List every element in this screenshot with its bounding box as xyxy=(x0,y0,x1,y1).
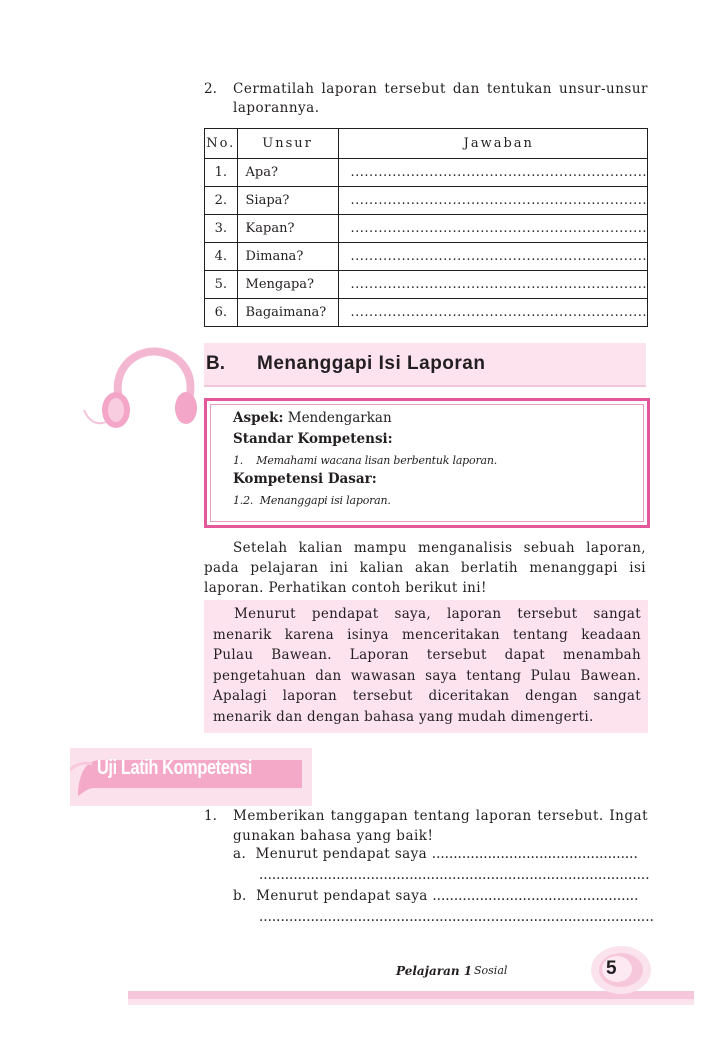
standar-text: Memahami wacana lisan berbentuk laporan. xyxy=(256,454,498,467)
row-no: 3. xyxy=(205,215,238,243)
answer-blank[interactable]: ................................................ xyxy=(431,846,638,862)
example-box xyxy=(204,600,648,733)
item-letter: a. xyxy=(233,846,247,862)
lesson-label: Pelajaran 1 xyxy=(396,964,473,978)
standar-num: 1. xyxy=(233,454,244,467)
aspek-value: Mendengarkan xyxy=(287,410,392,426)
footer-lesson xyxy=(396,964,472,978)
row-jawaban[interactable]: ................................................................ xyxy=(338,271,647,299)
question-number: 1. xyxy=(204,808,217,824)
row-unsur: Dimana? xyxy=(237,243,338,271)
row-no: 5. xyxy=(205,271,238,299)
row-no: 1. xyxy=(205,159,238,187)
row-unsur: Kapan? xyxy=(237,215,338,243)
row-unsur: Mengapa? xyxy=(237,271,338,299)
dasar-text: Menanggapi isi laporan. xyxy=(259,494,391,507)
row-no: 4. xyxy=(205,243,238,271)
question-text: Cermatilah laporan tersebut dan tentukan unsur-unsur laporannya. xyxy=(233,81,648,116)
item-text: Menurut pendapat saya xyxy=(255,846,428,862)
dasar-num: 1.2. xyxy=(233,494,254,507)
section-header xyxy=(204,343,646,387)
section-title: Menanggapi Isi Laporan xyxy=(257,353,486,374)
dasar-item xyxy=(233,494,391,507)
headphones-icon xyxy=(80,340,198,430)
page-number-badge xyxy=(585,940,663,996)
row-unsur: Bagaimana? xyxy=(237,299,338,327)
table-row xyxy=(205,243,648,271)
footer-subject: Sosial xyxy=(474,964,508,977)
row-jawaban[interactable]: ................................................................ xyxy=(338,187,647,215)
table-header-row xyxy=(205,129,648,159)
table-row xyxy=(205,299,648,327)
aspek-line xyxy=(233,410,392,426)
answer-blank[interactable]: ........................................................................................... xyxy=(259,867,650,883)
row-jawaban[interactable]: ................................................................ xyxy=(338,159,647,187)
example-paragraph: Menurut pendapat saya, laporan tersebut sangat menarik karena isinya menceritakan tentang keadaan Pulau Bawean. Laporan tersebut dapat menambah pengetahuan dan wawasan saya tentang Pulau Bawean. Apalagi laporan tersebut diceritakan dengan sangat menarik dan dengan bahasa yang mudah dimengerti. xyxy=(213,606,641,725)
table-row xyxy=(205,271,648,299)
unsur-table xyxy=(204,128,648,327)
aspek-label: Aspek: xyxy=(233,410,284,426)
standar-line xyxy=(233,431,393,447)
header-jawaban: Jawaban xyxy=(338,129,647,159)
uji-title: Uji Latih Kompetensi xyxy=(97,757,252,779)
table-row xyxy=(205,215,648,243)
row-jawaban[interactable]: ................................................................ xyxy=(338,215,647,243)
row-no: 2. xyxy=(205,187,238,215)
table-row xyxy=(205,159,648,187)
page-number: 5 xyxy=(606,958,617,979)
row-no: 6. xyxy=(205,299,238,327)
item-text: Menurut pendapat saya xyxy=(256,888,428,904)
dasar-label: Kompetensi Dasar: xyxy=(233,471,377,487)
row-jawaban[interactable]: ................................................................ xyxy=(338,299,647,327)
row-unsur: Apa? xyxy=(237,159,338,187)
intro-paragraph: Setelah kalian mampu menganalisis sebuah laporan, pada pelajaran ini kalian akan berlatih menanggapi isi laporan. Perhatikan contoh berikut ini! xyxy=(204,540,646,596)
answer-blank[interactable]: ............................................................................................ xyxy=(259,909,654,925)
standar-label: Standar Kompetensi: xyxy=(233,431,393,447)
header-no: No. xyxy=(205,129,238,159)
header-unsur: Unsur xyxy=(237,129,338,159)
answer-blank[interactable]: ................................................ xyxy=(432,888,639,904)
row-jawaban[interactable]: ................................................................ xyxy=(338,243,647,271)
table-row xyxy=(205,187,648,215)
standar-item xyxy=(233,454,497,467)
answer-item-b xyxy=(233,888,638,904)
question-text: Memberikan tanggapan tentang laporan tersebut. Ingat gunakan bahasa yang baik! xyxy=(233,808,648,844)
dasar-line xyxy=(233,471,377,487)
question-2 xyxy=(204,80,648,118)
item-letter: b. xyxy=(233,888,247,904)
competence-box xyxy=(204,398,650,528)
answer-item-a xyxy=(233,846,638,862)
row-unsur: Siapa? xyxy=(237,187,338,215)
section-letter: B. xyxy=(206,353,225,374)
question-number: 2. xyxy=(204,81,217,97)
question-1 xyxy=(204,806,648,846)
